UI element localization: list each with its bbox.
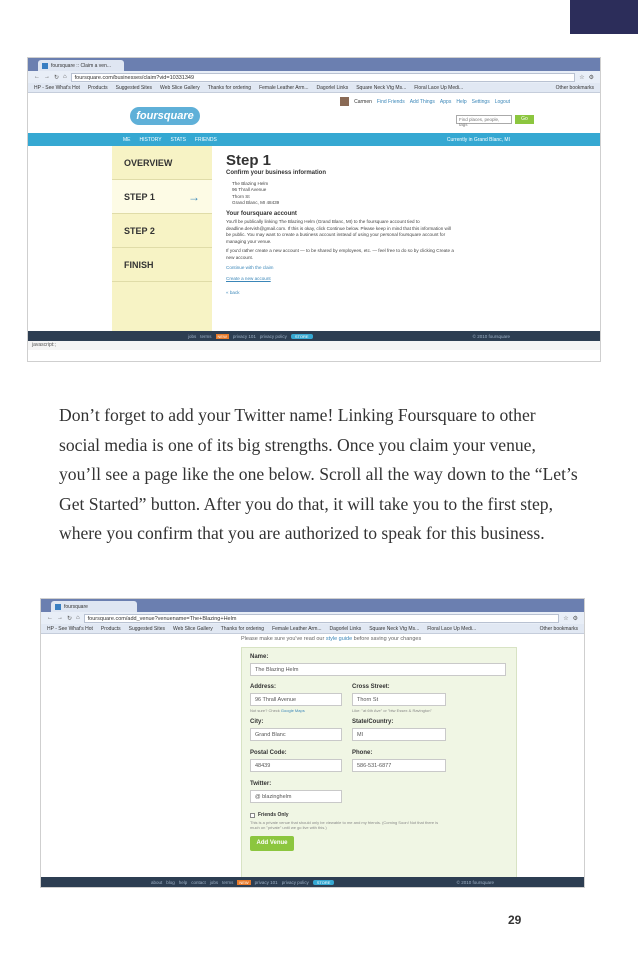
address-bar — [41, 612, 584, 624]
footer-link[interactable]: privacy 101 — [232, 333, 256, 339]
reload-icon[interactable]: ↻ — [54, 74, 60, 81]
bookmark-item[interactable]: Dagorlel Links — [329, 625, 362, 632]
bookmarks-bar — [28, 83, 600, 93]
status-bar: javascript:; — [28, 341, 600, 350]
twitter-label: Twitter: — [250, 781, 272, 787]
bookmark-item[interactable]: Thanks for ordering — [220, 625, 265, 632]
home-icon[interactable]: ⌂ — [63, 74, 67, 80]
bookmark-item[interactable]: Floral Lace Up Medi... — [427, 625, 477, 632]
arrow-right-icon: → — [188, 189, 200, 204]
nav-tab[interactable]: FRIENDS — [194, 136, 217, 143]
footer-link[interactable]: privacy policy — [259, 333, 287, 339]
home-icon[interactable]: ⌂ — [76, 615, 80, 621]
step-heading: Step 1 — [226, 152, 272, 169]
main-nav — [28, 133, 600, 146]
phone-input[interactable]: 586-531-6877 — [352, 759, 446, 772]
url-field[interactable]: foursquare.com/add_venue?venuename=The+Blazing+Helm — [84, 614, 560, 623]
bookmark-item[interactable]: Thanks for ordering — [207, 84, 252, 91]
step-overview[interactable]: OVERVIEW — [112, 146, 212, 180]
search-input[interactable]: Find places, people, tags — [456, 115, 512, 124]
nav-link[interactable]: Logout — [494, 98, 510, 105]
address-input[interactable]: 96 Thrall Avenue — [250, 693, 342, 706]
city-input[interactable]: Grand Blanc — [250, 728, 342, 741]
checkbox[interactable] — [250, 813, 255, 818]
postal-code-input[interactable]: 48439 — [250, 759, 342, 772]
back-link[interactable]: « back — [226, 290, 240, 295]
favicon-icon — [42, 63, 48, 69]
wrench-icon[interactable]: ⚙ — [572, 615, 578, 622]
bookmark-item[interactable]: HP - See What's Hot — [34, 84, 80, 91]
business-address: The Blazing Helm 96 Thrall Avenue Thorn St Grand Blanc, MI 48439 — [232, 180, 280, 205]
style-guide-link[interactable]: style guide — [325, 636, 353, 642]
other-bookmarks[interactable]: Other bookmarks — [555, 84, 594, 91]
twitter-input[interactable]: @ blazinghelm — [250, 790, 342, 803]
nav-link[interactable]: Settings — [471, 98, 490, 105]
copyright: © 2010 foursquare — [472, 333, 510, 339]
bookmark-item[interactable]: Suggested Sites — [115, 84, 153, 91]
style-guide-note: Please make sure you've read our style guide before saving your changes — [241, 636, 422, 642]
friends-only-hint: This is a private venue that should only be viewable to me and my friends. (Coming Soon! Not that there is much on "private" until we go live with this.) — [250, 820, 439, 830]
footer-link[interactable]: jobs — [188, 333, 197, 339]
bookmark-item[interactable]: HP - See What's Hot — [47, 625, 93, 632]
continue-link[interactable]: Continue with the claim — [226, 265, 274, 270]
foursquare-logo[interactable]: foursquare — [130, 107, 200, 125]
forward-icon[interactable]: → — [57, 615, 63, 621]
nav-link[interactable]: Help — [456, 98, 467, 105]
name-label: Name: — [250, 654, 269, 660]
page-number: 29 — [508, 913, 522, 927]
bookmarks-bar — [41, 624, 584, 634]
wrench-icon[interactable]: ⚙ — [588, 74, 594, 81]
browser-tab[interactable]: foursquare — [51, 601, 137, 612]
bookmark-item[interactable]: Web Slice Gallery — [173, 625, 213, 632]
name-input[interactable]: The Blazing Helm — [250, 663, 506, 676]
claim-body — [28, 146, 600, 331]
step-sidebar — [112, 146, 212, 331]
foursquare-header — [28, 93, 600, 133]
bookmark-item[interactable]: Suggested Sites — [128, 625, 166, 632]
new-badge: NEW — [239, 879, 249, 885]
star-icon[interactable]: ☆ — [563, 615, 569, 622]
footer-link[interactable]: about — [151, 879, 163, 885]
nav-tab[interactable]: STATS — [170, 136, 186, 143]
footer-link[interactable]: contact — [191, 879, 206, 885]
add-venue-button[interactable]: Add Venue — [250, 836, 294, 851]
location-indicator[interactable]: Currently in Grand Blanc, MI — [446, 136, 510, 143]
bookmark-item[interactable]: Products — [100, 625, 121, 632]
cross-street-hint: Like: "at 6th Ave" or "btw Essex & Ravington" — [352, 708, 432, 713]
footer-link[interactable]: terms — [222, 879, 234, 885]
step-subheading: Confirm your business information — [226, 170, 327, 176]
friends-only-checkbox[interactable]: Friends Only — [250, 812, 289, 818]
browser-tab-bar — [41, 599, 584, 612]
bookmark-item[interactable]: Web Slice Gallery — [160, 84, 200, 91]
step-content — [226, 152, 456, 297]
browser-tab[interactable]: foursquare :: Claim a ven... — [38, 60, 124, 71]
site-footer — [41, 877, 584, 887]
city-label: City: — [250, 719, 264, 725]
user-name[interactable]: Carmen — [354, 98, 372, 105]
reload-icon[interactable]: ↻ — [67, 615, 73, 622]
back-icon[interactable]: ← — [34, 74, 40, 80]
browser-tab-bar — [28, 58, 600, 71]
corner-decoration — [570, 0, 638, 34]
phone-label: Phone: — [352, 750, 373, 756]
address-bar — [28, 71, 600, 83]
nav-link[interactable]: Apps — [439, 98, 452, 105]
nav-tab[interactable]: HISTORY — [139, 136, 162, 143]
footer-link[interactable]: help — [178, 879, 188, 885]
cross-street-input[interactable]: Thorn St — [352, 693, 446, 706]
forward-icon[interactable]: → — [44, 74, 50, 80]
nav-tab[interactable]: ME — [123, 136, 131, 143]
nav-link[interactable]: Find Friends — [376, 98, 405, 105]
address-hint: Not sure? Check Google Maps — [250, 708, 305, 713]
store-button[interactable]: STORE — [313, 880, 335, 885]
address-label: Address: — [250, 684, 277, 690]
google-maps-link[interactable]: Google Maps — [280, 708, 305, 713]
cross-street-label: Cross Street: — [352, 684, 390, 690]
bookmark-item[interactable]: Square Neck Vtg Ms... — [356, 84, 407, 91]
bookmark-item[interactable]: Dagorlel Links — [316, 84, 349, 91]
bookmark-item[interactable]: Square Neck Vtg Ms... — [369, 625, 420, 632]
other-bookmarks[interactable]: Other bookmarks — [539, 625, 578, 632]
step-finish[interactable]: FINISH — [112, 248, 212, 282]
url-field[interactable]: foursquare.com/businesses/claim?vid=10331349 — [71, 73, 576, 82]
copyright: © 2010 foursquare — [456, 879, 494, 885]
store-button[interactable]: STORE — [291, 334, 313, 339]
footer-link[interactable]: privacy policy — [281, 879, 309, 885]
account-text: You'll be publically linking The Blazing Helm (Grand Blanc, MI) to the foursquare account tied to deadline.dervish@gmail.com. If this is okay, click Continue below. Please keep in mind that this information will be public. You may want to create a business account instead of using your personal foursquare account for managing your venue. — [226, 219, 451, 244]
favicon-icon — [55, 604, 61, 610]
step-1[interactable]: STEP 1 → — [112, 180, 212, 214]
account-heading: Your foursquare account — [226, 210, 297, 217]
bookmark-item[interactable]: Products — [87, 84, 108, 91]
site-footer — [28, 331, 600, 341]
footer-link[interactable]: blog — [166, 879, 175, 885]
bookmark-item[interactable]: Female Leather Arm... — [272, 625, 322, 632]
postal-code-label: Postal Code: — [250, 750, 287, 756]
screenshot-add-venue — [40, 598, 585, 888]
state-label: State/Country: — [352, 719, 394, 725]
bookmark-item[interactable]: Floral Lace Up Medi... — [414, 84, 464, 91]
nav-link[interactable]: Add Things — [409, 98, 435, 105]
user-nav — [340, 97, 510, 106]
step-2[interactable]: STEP 2 — [112, 214, 212, 248]
star-icon[interactable]: ☆ — [579, 74, 585, 81]
new-badge: NEW — [217, 333, 227, 339]
state-input[interactable]: MI — [352, 728, 446, 741]
avatar[interactable] — [340, 97, 349, 106]
alternative-text: If you'd rather create a new account — to be shared by employees, etc. — feel free to do so by clicking Create a new account. — [226, 248, 454, 260]
back-icon[interactable]: ← — [47, 615, 53, 621]
footer-link[interactable]: privacy 101 — [254, 879, 278, 885]
screenshot-claim-venue — [27, 57, 601, 362]
add-venue-form — [241, 647, 517, 879]
create-account-link[interactable]: Create a new account — [226, 275, 271, 281]
body-paragraph: Don’t forget to add your Twitter name! Linking Foursquare to other social media is one of its big strengths. Once you claim your venue, you’ll see a page like the one below. Scroll all the way down to the “Let’s Get Started” button. After you do that, it will take you to the first step, where you confirm that you are authorized to speak for this business. — [59, 405, 578, 543]
bookmark-item[interactable]: Female Leather Arm... — [259, 84, 309, 91]
footer-link[interactable]: terms — [200, 333, 212, 339]
search-button[interactable]: Go — [515, 115, 534, 124]
footer-link[interactable]: jobs — [209, 879, 219, 885]
